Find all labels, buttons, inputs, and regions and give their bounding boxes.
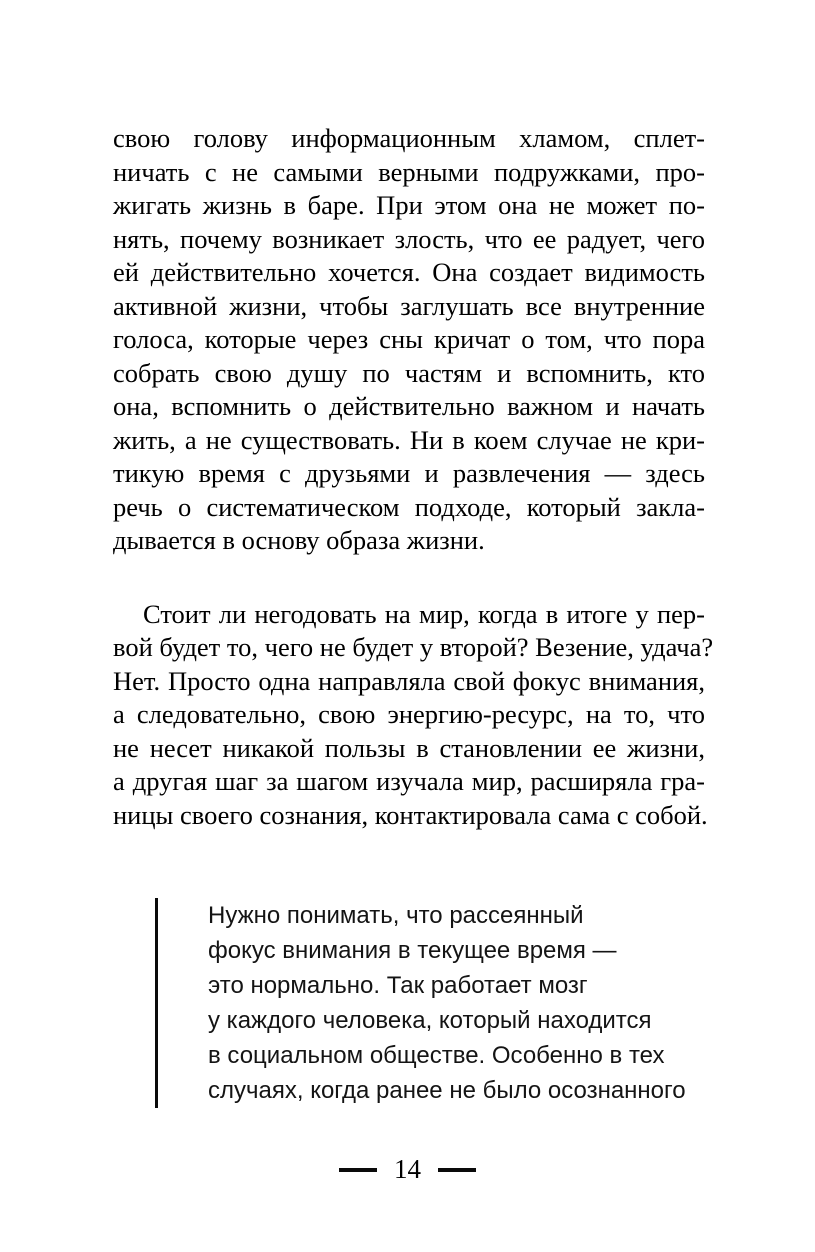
text-line: ницы своего сознания, контактировала сама с собой. xyxy=(113,799,708,830)
text-line: Нет. Просто одна направляла свой фокус внимания, xyxy=(113,665,705,696)
text-line: тикую время с друзьями и развлечения — здесь xyxy=(113,458,705,488)
text-line: ей действительно хочется. Она создает видимость xyxy=(113,257,705,287)
text-line: случаях, когда ранее не было осознанного xyxy=(208,1077,686,1104)
text-line: у каждого человека, который находится xyxy=(208,1007,652,1034)
text-line: дывается в основу образа жизни. xyxy=(113,525,485,555)
text-line: активной жизни, чтобы заглушать все внутренние xyxy=(113,290,705,321)
footer-rule-right xyxy=(438,1168,476,1172)
text-line: это нормально. Так работает мозг xyxy=(208,972,588,999)
text-line: жигать жизнь в баре. При этом она не может по- xyxy=(113,190,705,220)
text-line: фокус внимания в текущее время — xyxy=(208,937,617,964)
text-line: свою голову информационным хламом, сплет- xyxy=(113,123,705,153)
text-block xyxy=(113,122,714,1108)
text-line: не несет никакой пользы в становлении ее жизни, xyxy=(113,732,705,763)
page-footer xyxy=(0,1156,815,1183)
paragraph xyxy=(113,598,714,833)
page-number: 14 xyxy=(394,1154,421,1184)
blockquote-text xyxy=(208,898,705,1108)
text-line: вой будет то, чего не будет у второй? Везение, удача? xyxy=(113,632,714,662)
text-line: речь о систематическом подходе, который закла- xyxy=(113,491,705,522)
text-line: голоса, которые через сны кричат о том, что пора xyxy=(113,324,705,354)
paragraph xyxy=(113,122,705,558)
text-line: а другая шаг за шагом изучала мир, расширяла гра- xyxy=(113,766,705,796)
text-line: собрать свою душу по частям и вспомнить, кто xyxy=(113,357,705,388)
blockquote xyxy=(155,898,705,1108)
text-line: ничать с не самыми верными подружками, про- xyxy=(113,156,705,187)
text-line: а следовательно, свою энергию-ресурс, на то, что xyxy=(113,699,705,729)
text-line: Нужно понимать, что рассеянный xyxy=(208,902,584,929)
text-line: в социальном обществе. Особенно в тех xyxy=(208,1042,665,1069)
text-line: Стоит ли негодовать на мир, когда в итоге у пер- xyxy=(143,598,705,629)
footer-rule-left xyxy=(339,1168,377,1172)
text-line: жить, а не существовать. Ни в коем случае не кри- xyxy=(113,424,705,455)
text-line: нять, почему возникает злость, что ее радует, чего xyxy=(113,223,705,254)
text-line: она, вспомнить о действительно важном и начать xyxy=(113,391,705,421)
